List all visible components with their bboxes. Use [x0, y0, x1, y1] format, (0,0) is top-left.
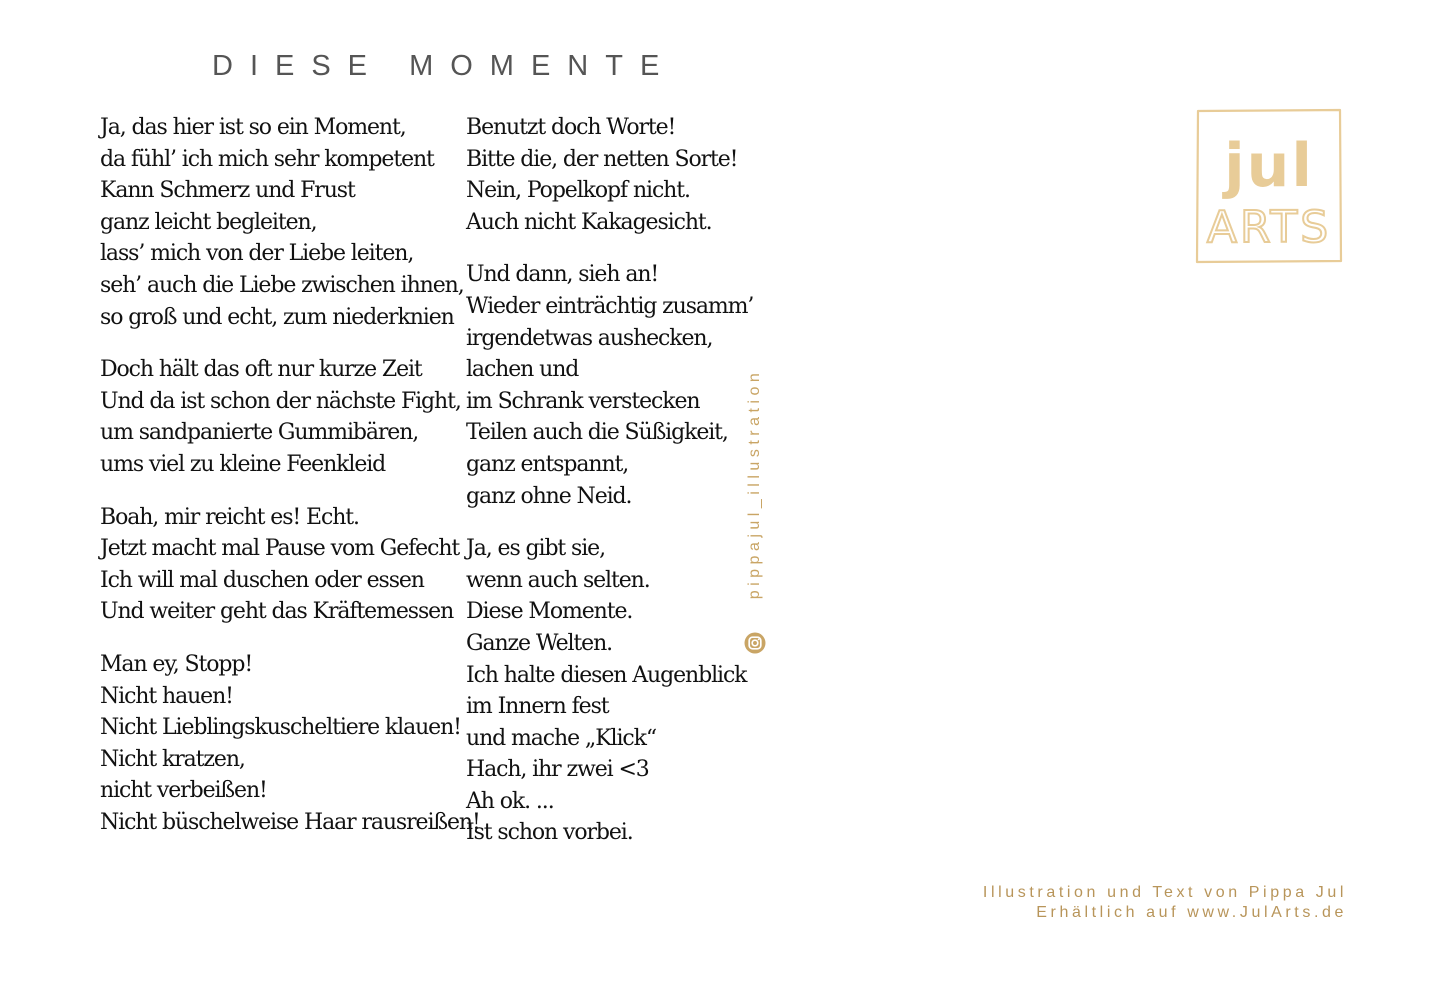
logo-text-jul: jul: [1224, 131, 1314, 201]
poem-left-column: [100, 112, 480, 859]
poem-line: da fühl’ ich mich sehr kompetent: [100, 146, 434, 172]
poem-line: Ganze Welten.: [466, 630, 613, 656]
poem-line: Wieder einträchtig zusamm’: [466, 293, 754, 319]
stanza: [466, 259, 753, 512]
poem-line: Doch hält das oft nur kurze Zeit: [100, 357, 422, 383]
poem-line: Nein, Popelkopf nicht.: [466, 178, 690, 204]
poem-line: Ah ok. ...: [466, 788, 554, 814]
poem-line: Kann Schmerz und Frust: [100, 178, 355, 204]
poem-line: Hach, ihr zwei <3: [466, 757, 649, 783]
poem-line: ganz ohne Neid.: [466, 483, 632, 509]
stanza: [100, 502, 480, 628]
poem-line: Und dann, sieh an!: [466, 262, 659, 288]
page-title: DIESE MOMENTE: [212, 50, 677, 82]
poem-line: so groß und echt, zum niederknien: [100, 304, 454, 330]
poem-line: Ich halte diesen Augenblick: [466, 662, 747, 688]
poem-line: ums viel zu kleine Feenkleid: [100, 451, 386, 477]
poem-line: lachen und: [466, 357, 579, 383]
poem-line: Ja, es gibt sie,: [466, 536, 605, 562]
poem-line: nicht verbeißen!: [100, 778, 267, 804]
stanza: [100, 354, 480, 480]
poem-line: Und da ist schon der nächste Fight,: [100, 388, 461, 414]
poem-line: Und weiter geht das Kräftemessen: [100, 599, 454, 625]
poem-line: Nicht kratzen,: [100, 746, 245, 772]
poem-line: Nicht büschelweise Haar rausreißen!: [100, 809, 480, 835]
poem-line: Auch nicht Kakagesicht.: [466, 209, 712, 235]
poem-line: und mache „Klick“: [466, 725, 656, 751]
poem-line: um sandpanierte Gummibären,: [100, 420, 419, 446]
logo-text-arts: ARTS: [1206, 202, 1332, 253]
poem-line: lass’ mich von der Liebe leiten,: [100, 241, 414, 267]
poem-line: Ist schon vorbei.: [466, 820, 633, 846]
poem-line: wenn auch selten.: [466, 567, 650, 593]
stanza: [100, 112, 480, 333]
stanza: [466, 112, 753, 238]
poem-line: Benutzt doch Worte!: [466, 115, 676, 140]
poem-line: Ich will mal duschen oder essen: [100, 567, 424, 593]
jularts-logo: [1195, 108, 1343, 264]
poem-line: Nicht Lieblingskuscheltiere klauen!: [100, 715, 461, 741]
poem-right-column: [466, 112, 753, 870]
poem-line: ganz entspannt,: [466, 451, 629, 477]
instagram-handle: pippajul_illustration: [746, 368, 763, 600]
poem-line: Man ey, Stopp!: [100, 651, 253, 677]
poem-line: Nicht hauen!: [100, 683, 233, 709]
poem-line: Diese Momente.: [466, 599, 633, 625]
poem-line: ganz leicht begleiten,: [100, 209, 317, 235]
credit-website: Erhältlich auf www.JulArts.de: [1036, 904, 1347, 921]
poem-line: seh’ auch die Liebe zwischen ihnen,: [100, 272, 464, 298]
credit-illustration: Illustration und Text von Pippa Jul: [982, 884, 1347, 901]
stanza: [466, 533, 753, 849]
poem-line: Boah, mir reicht es! Echt.: [100, 504, 359, 530]
poem-line: im Schrank verstecken: [466, 388, 700, 414]
poem-line: Teilen auch die Süßigkeit,: [466, 420, 728, 446]
stanza: [100, 649, 480, 839]
poem-line: Bitte die, der netten Sorte!: [466, 146, 738, 172]
poem-line: im Innern fest: [466, 694, 609, 720]
poem-line: irgendetwas aushecken,: [466, 325, 713, 351]
poem-line: Ja, das hier ist so ein Moment,: [100, 115, 406, 140]
poem-line: Jetzt macht mal Pause vom Gefecht: [100, 536, 460, 562]
instagram-icon: [744, 632, 766, 654]
